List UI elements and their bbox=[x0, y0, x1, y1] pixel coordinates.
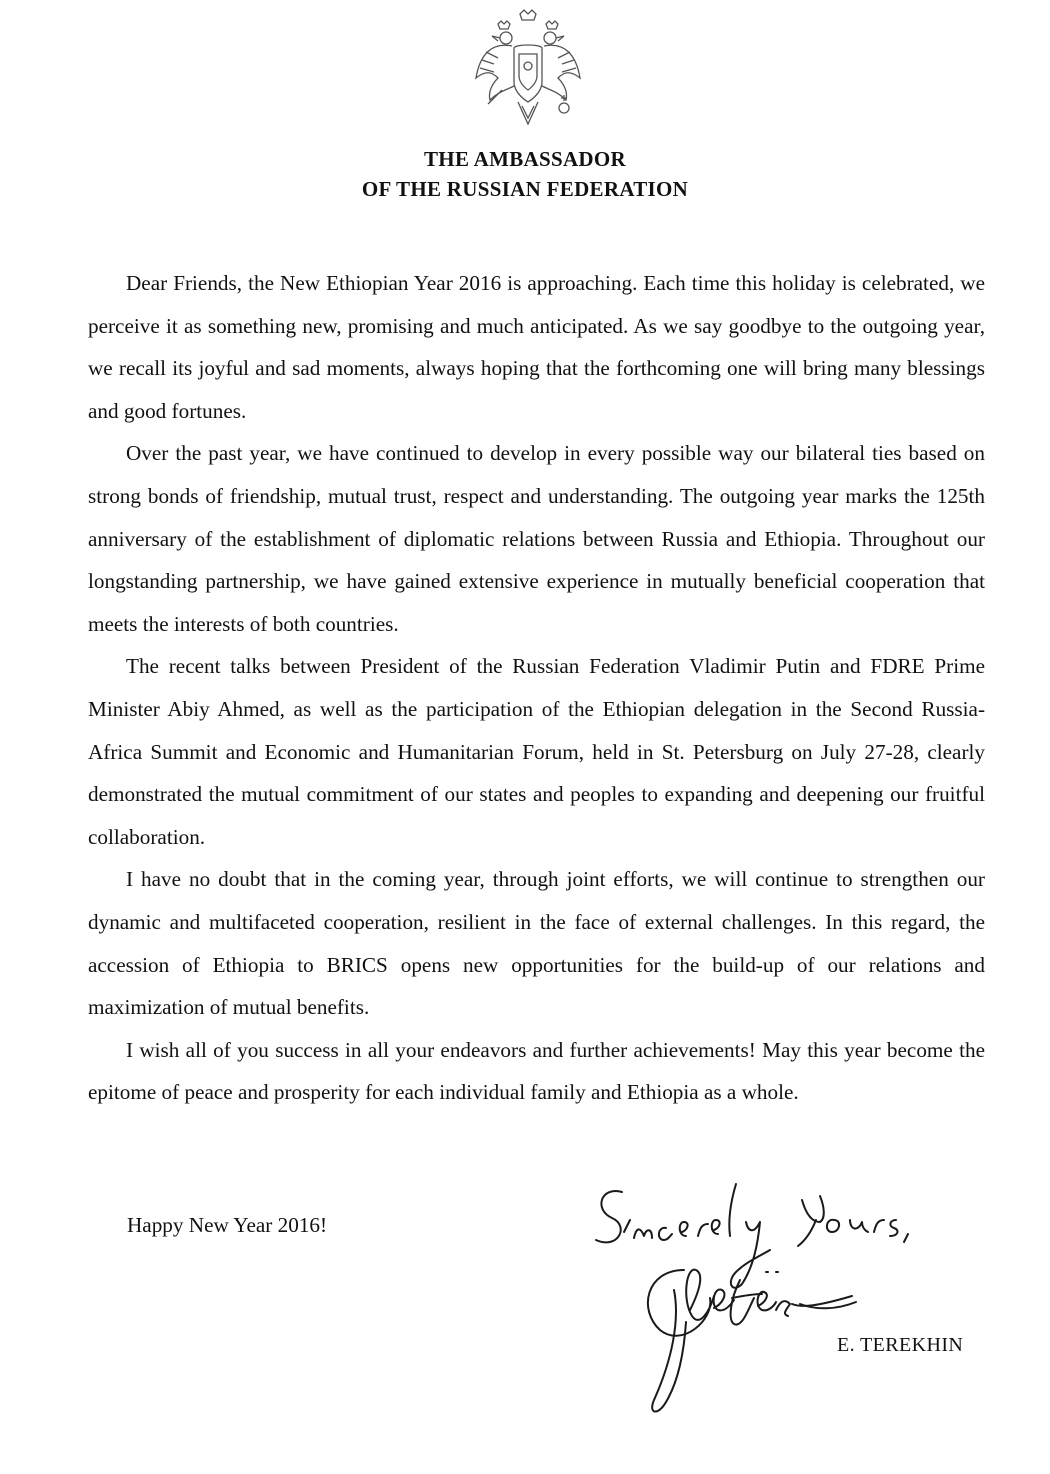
letter-body bbox=[88, 262, 985, 1114]
double-headed-eagle-emblem-icon bbox=[472, 8, 584, 130]
letter-paragraph-1: Dear Friends, the New Ethiopian Year 2016 is approaching. Each time this holiday is celebrated, we perceive it as something new, promising and much anticipated. As we say goodbye to the outgoing year, we recall its joyful and sad moments, always hoping that the forthcoming one will bring many blessings and good fortunes. bbox=[88, 271, 985, 423]
letterhead-title bbox=[0, 144, 1050, 204]
letterhead-title-line-2: OF THE RUSSIAN FEDERATION bbox=[361, 177, 689, 201]
letter-paragraph-5: I wish all of you success in all your endeavors and further achievements! May this year become the epitome of peace and prosperity for each individual family and Ethiopia as a whole. bbox=[88, 1037, 985, 1105]
closing-greeting: Happy New Year 2016! bbox=[127, 1213, 328, 1237]
signer-name: E. TEREKHIN bbox=[837, 1334, 964, 1356]
handwritten-signature bbox=[590, 1180, 970, 1430]
letter-paragraph-2: Over the past year, we have continued to develop in every possible way our bilateral ties based on strong bonds of friendship, mutual trust, respect and understanding. The outgoing year marks the 125th anniversary of the establishment of diplomatic relations between Russia and Ethiopia. Throughout our longstanding partnership, we have gained extensive experience in mutually beneficial cooperation that meets the interests of both countries. bbox=[88, 441, 985, 636]
letter-paragraph-3: The recent talks between President of the Russian Federation Vladimir Putin and FDRE Prime Minister Abiy Ahmed, as well as the participation of the Ethiopian delegation in the Second Russia-Africa Summit and Economic and Humanitarian Forum, held in St. Petersburg on July 27-28, clearly demonstrated the mutual commitment of our states and peoples to expanding and deepening our fruitful collaboration. bbox=[88, 654, 985, 849]
letterhead-title-line-1: THE AMBASSADOR bbox=[424, 147, 626, 171]
letter-paragraph-4: I have no doubt that in the coming year, through joint efforts, we will continue to strengthen our dynamic and multifaceted cooperation, resilient in the face of external challenges. In this regard, the accession of Ethiopia to BRICS opens new opportunities for the build-up of our relations and maximization of mutual benefits. bbox=[88, 867, 985, 1020]
